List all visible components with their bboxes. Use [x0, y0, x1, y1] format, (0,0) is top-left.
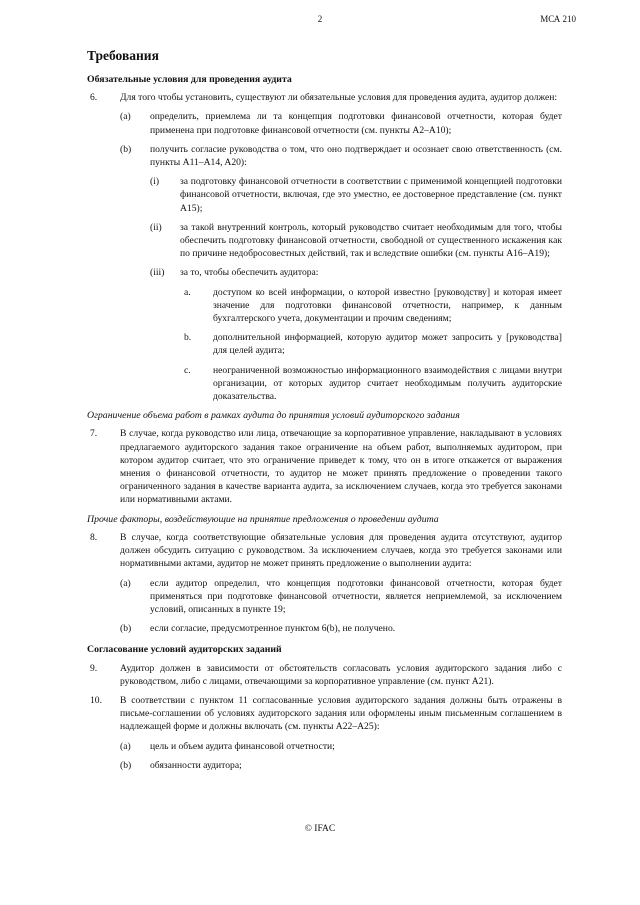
- list-item-text: за то, чтобы обеспечить аудитора:: [180, 267, 319, 279]
- list-item-text: если согласие, предусмотренное пунктом 6(b), не получено.: [150, 623, 396, 635]
- list-item-8a: [87, 577, 562, 617]
- paragraph-7: [87, 427, 562, 506]
- list-marker: (ii): [150, 221, 162, 233]
- list-marker: b.: [184, 332, 192, 344]
- list-marker: (b): [120, 623, 132, 635]
- list-item-text: определить, приемлема ли та концепция подготовки финансовой отчетности, которая будет применена при подготовке финансовой отчетности (см. пункты A2–A10);: [150, 111, 562, 136]
- list-marker: (a): [120, 111, 131, 123]
- list-item-6a: [87, 110, 562, 136]
- page-title: Требования: [87, 48, 159, 63]
- paragraph-number: 10.: [90, 694, 102, 706]
- paragraph-text: Аудитор должен в зависимости от обстоятельств согласовать условия аудиторского задания либо с руководством, либо с лицами, отвечающими за корпоративное управление (см. пункт A21).: [120, 662, 562, 687]
- list-item-6b: [87, 143, 562, 169]
- list-item-text: обязанности аудитора;: [150, 759, 242, 771]
- paragraph-text: В соответствии с пунктом 11 согласованные условия аудиторского задания должны быть отражены в письме-соглашении об условиях аудиторского задания или оформлены иным письменным соглашением в надлежащей форме и должны включать (см. пункты A22–A25):: [120, 694, 562, 733]
- page-number: 2: [317, 14, 323, 24]
- copyright-footer: © IFAC: [304, 824, 336, 834]
- paragraph-text: Для того чтобы установить, существуют ли обязательные условия для проведения аудита, аудитор должен:: [120, 92, 558, 104]
- list-item-text: доступом ко всей информации, о которой известно [руководству] и которая имеет значение для подготовки финансовой отчетности, например, к данным бухгалтерского учета, документации и прочим сведениям;: [213, 286, 562, 325]
- list-marker: c.: [184, 364, 191, 376]
- list-marker: (iii): [150, 267, 165, 279]
- list-item-8b: [87, 622, 562, 635]
- list-item-text: за такой внутренний контроль, который руководство считает необходимым для того, чтобы обеспечить подготовку финансовой отчетности, свободной от существенного искажения как по причине недобросовестных действий, так и вследствие ошибки (см. пункты A16–A19);: [180, 221, 562, 260]
- list-marker: (a): [120, 577, 131, 589]
- paragraph-number: 9.: [90, 662, 98, 674]
- paragraph-number: 8.: [90, 531, 98, 543]
- paragraph-10: [87, 694, 562, 734]
- list-marker: (a): [120, 740, 131, 752]
- list-item-text: получить согласие руководства о том, что оно подтверждает и осознает свою ответственность (см. пункты A11–A14, A20):: [150, 143, 562, 169]
- list-item-6b-i: [87, 175, 562, 215]
- paragraph-9: [87, 662, 562, 688]
- list-item-text: неограниченной возможностью информационного взаимодействия с лицами внутри организации, от которых аудитор считает необходимым получить аудиторские доказательства.: [213, 364, 562, 403]
- list-item-6b-ii: [87, 221, 562, 261]
- list-item-text: за подготовку финансовой отчетности в соответствии с применимой концепцией подготовки финансовой отчетности, включая, где это уместно, ее достоверное представление (см. пункт A15);: [180, 176, 562, 214]
- list-item-text: если аудитор определил, что концепция подготовки финансовой отчетности, которая будет применяться при подготовке финансовой отчетности, является неприемлемой, за исключением условий, описанных в пункте 19;: [150, 577, 562, 615]
- list-marker: (i): [150, 176, 160, 188]
- list-item-6b-iii-b: [87, 331, 562, 357]
- list-item-text: цель и объем аудита финансовой отчетности;: [150, 740, 335, 752]
- list-item-6b-iii: [87, 266, 562, 279]
- section-heading-other-factors: Прочие факторы, воздействующие на принятие предложения о проведении аудита: [87, 513, 439, 525]
- list-item-text: дополнительной информацией, которую аудитор может запросить у [руководства] для целей аудита;: [213, 332, 562, 357]
- list-item-6b-iii-a: [87, 286, 562, 326]
- paragraph-8: [87, 531, 562, 571]
- paragraph-number: 7.: [90, 428, 98, 440]
- list-item-6b-iii-c: [87, 364, 562, 404]
- page-content: [87, 48, 562, 778]
- standard-code: МСА 210: [540, 14, 576, 24]
- paragraph-number: 6.: [90, 92, 98, 104]
- section-heading-preconditions: Обязательные условия для проведения аудита: [87, 74, 292, 85]
- paragraph-6: [87, 91, 562, 104]
- section-heading-agreement: Согласование условий аудиторских заданий: [87, 644, 282, 656]
- list-marker: a.: [184, 286, 191, 298]
- list-marker: (b): [120, 143, 132, 155]
- list-item-10a: [87, 740, 562, 753]
- list-item-10b: [87, 759, 562, 772]
- paragraph-text: В случае, когда соответствующие обязательные условия для проведения аудита отсутствуют, аудитор должен обсудить ситуацию с руководством. За исключением случаев, когда это требуется законами или нормативными актами, аудитор не может принять предложение о выполнении аудита:: [120, 531, 562, 570]
- list-marker: (b): [120, 759, 132, 771]
- paragraph-text: В случае, когда руководство или лица, отвечающие за корпоративное управление, накладывают в условиях предлагаемого аудиторского задания такое ограничение на объем работ, выполняемых аудитором, при котором аудитор считает, что это ограничение приведет к тому, что он в итоге откажется от выражения мнения о финансовой отчетности, то аудитор не может принять предложение о проведении такого ограниченного задания в качестве варианта аудита, за исключением случаев, когда это требуется законами или нормативными актами.: [120, 428, 562, 506]
- section-heading-scope-limitation: Ограничение объема работ в рамках аудита до принятия условий аудиторского задания: [87, 410, 460, 422]
